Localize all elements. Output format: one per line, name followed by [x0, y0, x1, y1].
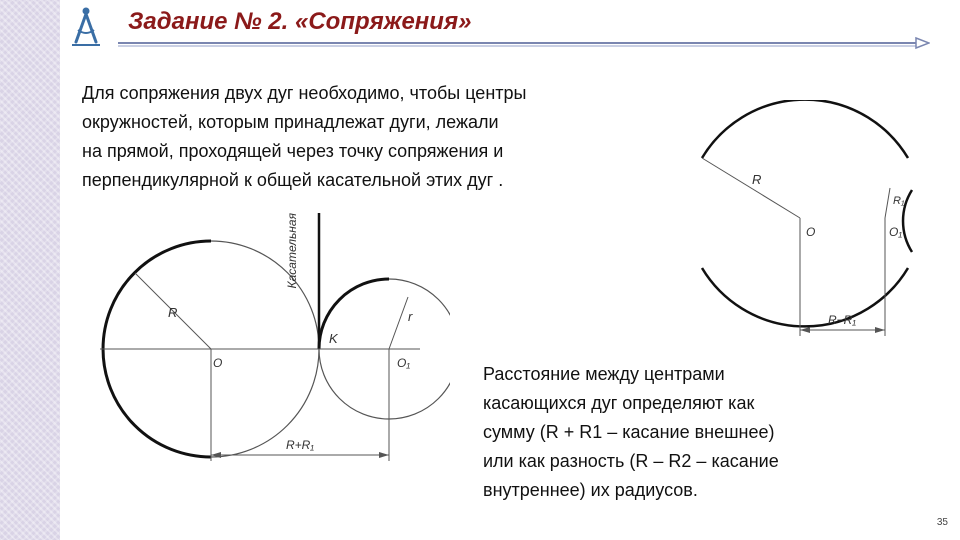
intro-line: на прямой, проходящей через точку сопряжения и — [82, 141, 504, 161]
second-radius-label: r — [408, 309, 413, 324]
distance-label: R−R₁ — [827, 313, 857, 327]
main-arc — [702, 268, 908, 326]
intro-text — [82, 79, 682, 195]
tangent-label: Касательная — [285, 213, 299, 289]
inner-center-label: O₁ — [889, 225, 903, 239]
external-tangency-diagram — [90, 205, 450, 470]
intro-line: окружностей, которым принадлежат дуги, лежали — [82, 112, 499, 132]
summary-line: сумму (R + R1 – касание внешнее) — [483, 422, 775, 442]
side-decoration-strip — [0, 0, 60, 540]
summary-line: касающихся дуг определяют как — [483, 393, 755, 413]
slide-title: Задание № 2. «Сопряжения» — [128, 8, 472, 35]
summary-line: внутреннее) их радиусов. — [483, 480, 698, 500]
intro-line: Для сопряжения двух дуг необходимо, чтобы центры — [82, 83, 527, 103]
title-underline — [118, 36, 930, 50]
intro-line: перпендикулярной к общей касательной этих дуг . — [82, 170, 504, 190]
center-label: O — [213, 356, 223, 370]
page-number: 35 — [936, 517, 948, 528]
summary-line: Расстояние между центрами — [483, 364, 725, 384]
internal-tangency-diagram — [680, 100, 920, 350]
second-center-label: O₁ — [397, 356, 411, 370]
inner-radius-line — [885, 188, 890, 218]
tangency-point-label: K — [329, 331, 338, 346]
radius-line — [702, 158, 800, 218]
distance-label: R+R₁ — [285, 438, 315, 452]
radius-label: R — [752, 172, 762, 187]
main-arc — [702, 100, 908, 158]
summary-line: или как разность (R – R2 – касание — [483, 451, 779, 471]
dimension-arrow — [875, 327, 885, 333]
radius-label: R — [168, 305, 178, 320]
dimension-arrow — [379, 452, 389, 458]
center-label: O — [806, 225, 816, 239]
second-radius-line — [389, 297, 408, 349]
inner-radius-label: R₁ — [893, 195, 905, 207]
compass-icon — [68, 4, 104, 48]
dimension-arrow — [800, 327, 810, 333]
summary-text — [483, 360, 903, 505]
